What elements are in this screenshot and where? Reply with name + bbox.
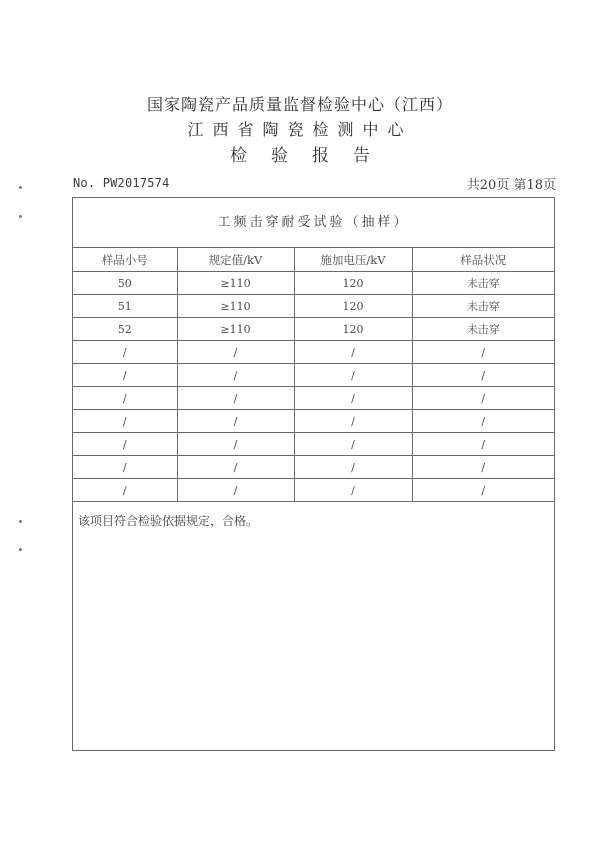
page-info: 共20页 第18页 xyxy=(466,178,556,193)
table-row xyxy=(73,479,554,502)
cell-applied: / xyxy=(294,341,412,364)
cell-status: / xyxy=(412,410,554,433)
cell-status: 未击穿 xyxy=(412,295,554,318)
cell-sample-no: / xyxy=(73,479,177,502)
cell-specified: ≥110 xyxy=(177,318,294,341)
cell-specified: / xyxy=(177,387,294,410)
table-row xyxy=(73,387,554,410)
cell-specified: ≥110 xyxy=(177,295,294,318)
scan-mark xyxy=(19,548,22,551)
table-row xyxy=(73,272,554,295)
table-row xyxy=(73,341,554,364)
col-header-applied: 施加电压/kV xyxy=(294,248,412,272)
cell-applied: / xyxy=(294,387,412,410)
cell-status: / xyxy=(412,479,554,502)
table-row xyxy=(73,433,554,456)
cell-applied: 120 xyxy=(294,295,412,318)
cell-sample-no: / xyxy=(73,456,177,479)
cell-sample-no: / xyxy=(73,433,177,456)
table-row xyxy=(73,456,554,479)
cell-applied: / xyxy=(294,433,412,456)
cell-specified: / xyxy=(177,364,294,387)
table-header-row xyxy=(73,248,554,272)
col-header-specified: 规定值/kV xyxy=(177,248,294,272)
cell-sample-no: / xyxy=(73,364,177,387)
cell-applied: / xyxy=(294,410,412,433)
scan-mark xyxy=(19,215,22,218)
table-row xyxy=(73,364,554,387)
cell-status: / xyxy=(412,456,554,479)
cell-applied: / xyxy=(294,456,412,479)
cell-status: / xyxy=(412,364,554,387)
cell-sample-no: 51 xyxy=(73,295,177,318)
cell-applied: 120 xyxy=(294,272,412,295)
results-table xyxy=(73,247,554,502)
scan-mark xyxy=(19,186,22,189)
cell-sample-no: 52 xyxy=(73,318,177,341)
cell-specified: / xyxy=(177,341,294,364)
cell-specified: / xyxy=(177,456,294,479)
cell-status: / xyxy=(412,341,554,364)
table-row xyxy=(73,318,554,341)
org-name-line1: 国家陶瓷产品质量监督检验中心（江西） xyxy=(146,95,453,114)
conclusion-text: 该项目符合检验依据规定，合格。 xyxy=(78,514,259,528)
cell-specified: / xyxy=(177,433,294,456)
document-title: 检验报告 xyxy=(230,146,394,166)
cell-sample-no: / xyxy=(73,410,177,433)
cell-status: 未击穿 xyxy=(412,318,554,341)
org-name-line2: 江西省陶瓷检测中心 xyxy=(187,120,413,139)
cell-status: / xyxy=(412,387,554,410)
cell-applied: / xyxy=(294,364,412,387)
cell-specified: / xyxy=(177,410,294,433)
test-frame xyxy=(72,197,555,751)
cell-sample-no: / xyxy=(73,341,177,364)
test-title: 工频击穿耐受试验（抽样） xyxy=(217,215,410,230)
cell-status: 未击穿 xyxy=(412,272,554,295)
col-header-sample-no: 样品小号 xyxy=(73,248,177,272)
scan-mark xyxy=(19,520,22,523)
report-number: No. PW2017574 xyxy=(73,176,170,190)
cell-applied: 120 xyxy=(294,318,412,341)
cell-status: / xyxy=(412,433,554,456)
cell-specified: / xyxy=(177,479,294,502)
cell-sample-no: / xyxy=(73,387,177,410)
table-row xyxy=(73,295,554,318)
cell-specified: ≥110 xyxy=(177,272,294,295)
cell-applied: / xyxy=(294,479,412,502)
cell-sample-no: 50 xyxy=(73,272,177,295)
table-row xyxy=(73,410,554,433)
col-header-status: 样品状况 xyxy=(412,248,554,272)
